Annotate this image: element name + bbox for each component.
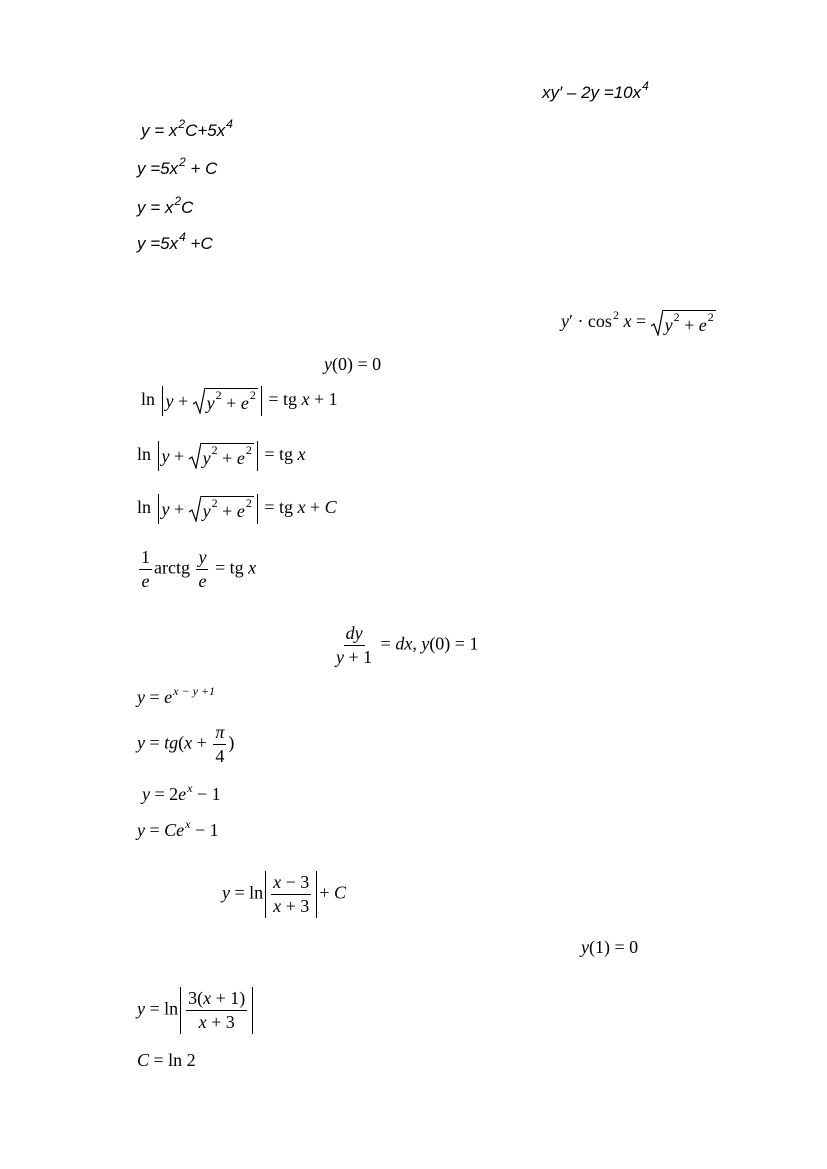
q3-option-1[interactable]: $y = e^{x - y +1}$ xyxy=(137,684,216,707)
q3-option-3[interactable]: $y = 2e^x - 1$ xyxy=(142,781,221,804)
q1-equation: $xy' - 2y =10x^4$ xyxy=(542,79,649,102)
q4-option-2[interactable]: C = ln 2 xyxy=(137,1050,196,1070)
q2-condition: y(0) = 0 xyxy=(324,354,382,374)
q2-option-4[interactable]: $\frac{1}{e}$ arctg $\frac{y}{e}$ = tg x xyxy=(141,547,257,591)
sqrt-icon xyxy=(189,443,201,469)
q3-equation: $\frac{dy}{y + 1}$ = dx, y(0) = 1 xyxy=(336,623,479,667)
sqrt-icon xyxy=(189,496,201,522)
q2-equation: $y' \cdot \cos^2 x$ = y $^2$ + e $^2$ xyxy=(561,308,714,335)
q2-option-1[interactable]: ln y + y $^2$ + e $^2$ = tg x + 1 xyxy=(141,386,338,416)
q1-option-3[interactable]: $y = x^2C$ xyxy=(137,194,194,217)
q3-option-4[interactable]: $y = Ce^x - 1$ xyxy=(137,817,219,840)
sqrt-icon xyxy=(193,388,205,414)
q4-solution: y = ln $\frac{x - 3}{x + 3}$ + C xyxy=(222,872,346,916)
q3-option-2[interactable]: y = tg(x + $\frac{\pi}{4}$ ) xyxy=(137,722,235,766)
q2-option-3[interactable]: ln y + y $^2$ + e $^2$ = tg x + C xyxy=(137,494,337,524)
q1-option-2[interactable]: $y =5x^2 + C$ xyxy=(137,155,218,178)
q2-option-2[interactable]: ln y + y $^2$ + e $^2$ = tg x xyxy=(137,441,305,471)
sqrt-icon xyxy=(651,310,663,336)
q1-option-4[interactable]: $y =5x^4 +C$ xyxy=(137,230,213,253)
q4-option-1[interactable]: y = ln $\frac{3(x + 1)}{x + 3}$ xyxy=(137,987,255,1034)
q4-condition: y(1) = 0 xyxy=(581,937,639,957)
q1-option-1[interactable]: $y = x^2C+5x^4$ xyxy=(141,117,233,140)
